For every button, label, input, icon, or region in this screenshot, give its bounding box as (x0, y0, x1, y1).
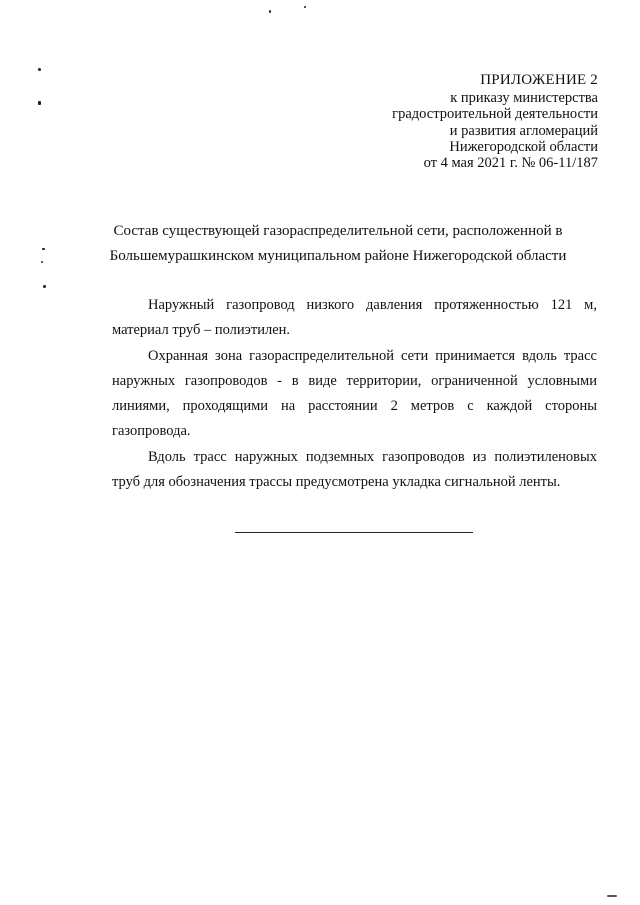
document-title (88, 219, 588, 269)
closing-rule (235, 532, 473, 533)
scan-speck (41, 261, 43, 263)
scan-speck (38, 68, 41, 71)
scan-speck (304, 6, 306, 8)
appendix-title: ПРИЛОЖЕНИЕ 2 (480, 72, 598, 88)
scan-speck (607, 895, 617, 897)
scan-speck (42, 248, 45, 250)
scan-speck (38, 101, 41, 105)
paragraph-signal-tape: Вдоль трасс наружных подземных газопроводов из полиэтиленовых труб для обозначения трассы предусмотрена укладка сигнальной ленты. (112, 448, 597, 491)
appendix-line-order: к приказу министерства (450, 90, 598, 107)
paragraph-pipeline: Наружный газопровод низкого давления протяженностью 121 м, материал труб – полиэтилен. (112, 297, 597, 339)
appendix-line-agglomeration: и развития агломераций (449, 122, 598, 139)
appendix-header (278, 72, 598, 171)
scan-speck (269, 10, 271, 13)
appendix-line-region: Нижегородской области (449, 138, 598, 155)
document-title-line-2: Большемурашкинском муниципальном районе Нижегородской области (109, 248, 567, 264)
appendix-line-date-number: от 4 мая 2021 г. № 06-11/187 (423, 155, 598, 172)
document-body (112, 293, 597, 495)
paragraph-protection-zone: Охранная зона газораспределительной сети принимается вдоль трасс наружных газопроводов - в виде территории, ограниченной условными линиями, проходящими на расстоянии 2 метров с каждой стороны газопровода. (112, 347, 597, 440)
scan-speck (43, 285, 46, 288)
appendix-line-ministry: градостроительной деятельности (392, 106, 598, 123)
document-title-line-1: Состав существующей газораспределительной сети, расположенной в (113, 223, 563, 239)
